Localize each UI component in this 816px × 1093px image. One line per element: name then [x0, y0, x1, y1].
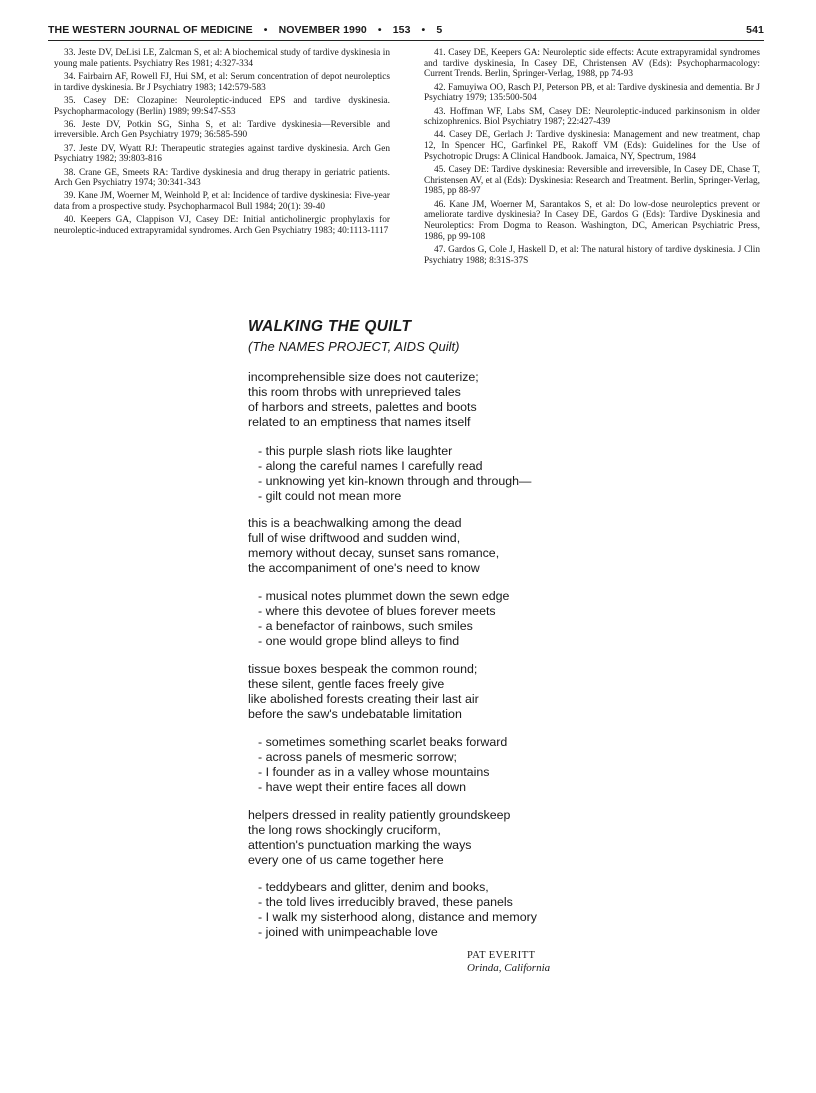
poem-stanza	[258, 444, 531, 504]
reference-item: 37. Jeste DV, Wyatt RJ: Therapeutic strategies against tardive dyskinesia. Arch Gen Psychiatry 1982; 39:803-816	[54, 143, 390, 165]
author-name: PAT EVERITT	[467, 950, 536, 961]
poem-line: before the saw's undebatable limitation	[248, 706, 462, 721]
poem-line: - the told lives irreducibly braved, these panels	[258, 894, 513, 909]
poem-line: - along the careful names I carefully read	[258, 458, 483, 473]
poem-line: these silent, gentle faces freely give	[248, 676, 445, 691]
header-journal-info	[48, 24, 450, 36]
poem-stanza	[258, 880, 537, 940]
issue-number: 5	[436, 24, 443, 36]
reference-item: 34. Fairbairn AF, Rowell FJ, Hui SM, et al: Serum concentration of depot neuroleptics in tardive dyskinesia. Br J Psychiatry 1983; 142:579-583	[54, 71, 390, 93]
poem-stanza	[258, 589, 509, 649]
reference-item: 47. Gardos G, Cole J, Haskell D, et al: The natural history of tardive dyskinesia. J Clin Psychiatry 1988; 8:31S-37S	[424, 244, 760, 266]
poem-line: like abolished forests creating their last air	[248, 691, 479, 706]
header-separator: •	[263, 24, 268, 36]
reference-item: 39. Kane JM, Woerner M, Weinhold P, et al: Incidence of tardive dyskinesia: Five-year data from a prospective study. Psychopharmacol Bull 1984; 20(1): 39-40	[54, 191, 390, 213]
references-left-column	[54, 48, 390, 239]
references-right-column	[424, 48, 760, 269]
reference-item: 35. Casey DE: Clozapine: Neuroleptic-induced EPS and tardive dyskinesia. Psychopharmacology (Berlin) 1989; 99:S47-S53	[54, 95, 390, 117]
poem-stanza	[248, 662, 479, 722]
poem-title: WALKING THE QUILT	[248, 318, 412, 335]
poem-line: every one of us came together here	[248, 852, 444, 867]
reference-item: 46. Kane JM, Woerner M, Sarantakos S, et al: Do low-dose neuroleptics prevent or ameliorate tardive dyskinesia? In Casey DE, Gardos G (Eds): Tardive Dyskinesia and Neuroleptics: From Dogma to Reason. Washington, DC, American Psychiatric Press, 1986, pp 99-108	[424, 199, 760, 242]
poem-line: - joined with unimpeachable love	[258, 924, 438, 939]
poem-line: incomprehensible size does not cauterize;	[248, 370, 479, 384]
poem-line: - a benefactor of rainbows, such smiles	[258, 618, 473, 633]
reference-item: 38. Crane GE, Smeets RA: Tardive dyskinesia and drug therapy in geriatric patients. Arch Gen Psychiatry 1974; 30:341-343	[54, 167, 390, 189]
issue-date: NOVEMBER 1990	[278, 24, 367, 36]
header-separator: •	[421, 24, 426, 36]
poem-line: - across panels of mesmeric sorrow;	[258, 749, 457, 764]
poem-line: - musical notes plummet down the sewn edge	[258, 589, 510, 603]
poem-line: of harbors and streets, palettes and boots	[248, 399, 477, 414]
reference-item: 33. Jeste DV, DeLisi LE, Zalcman S, et al: A biochemical study of tardive dyskinesia in young male patients. Psychiatry Res 1981; 4:327-334	[54, 48, 390, 69]
header-rule	[48, 40, 764, 41]
poem-line: this room throbs with unreprieved tales	[248, 384, 461, 399]
author-location: Orinda, California	[467, 962, 551, 974]
poem-line: full of wise driftwood and sudden wind,	[248, 530, 461, 545]
reference-item: 45. Casey DE: Tardive dyskinesia: Reversible and irreversible, In Casey DE, Chase T, Christensen AV, et al (Eds): Dyskinesia: Research and Treatment. Berlin, Springer-Verlag, 1985, pp 88-97	[424, 165, 760, 197]
volume-number: 153	[392, 24, 411, 36]
poem-line: related to an emptiness that names itself	[248, 414, 471, 429]
poem-line: helpers dressed in reality patiently groundskeep	[248, 808, 511, 822]
poem-line: this is a beachwalking among the dead	[248, 516, 462, 530]
poem-stanza	[248, 808, 510, 868]
poem-line: memory without decay, sunset sans romance,	[248, 545, 500, 560]
poem-signature	[467, 950, 550, 974]
header-separator: •	[377, 24, 382, 36]
reference-item: 44. Casey DE, Gerlach J: Tardive dyskinesia: Management and new treatment, chap 12, In Spencer HC, Garfinkel PE, Rakoff VM (Eds): Guidelines for the Use of Psychotropic Drugs: A Clinical Handbook. Jamaica, NY, Spectrum, 1984	[424, 130, 760, 162]
page-number: 541	[746, 24, 764, 36]
reference-item: 40. Keepers GA, Clappison VJ, Casey DE: Initial anticholinergic prophylaxis for neuroleptic-induced extrapyramidal syndromes. Arch Gen Psychiatry 1983; 40:1113-1117	[54, 215, 390, 237]
poem-line: the accompaniment of one's need to know	[248, 560, 480, 575]
poem-line: attention's punctuation marking the ways	[248, 837, 472, 852]
poem-line: - have wept their entire faces all down	[258, 779, 466, 794]
running-header	[48, 22, 764, 42]
poem-line: - I founder as in a valley whose mountains	[258, 764, 490, 779]
reference-item: 41. Casey DE, Keepers GA: Neuroleptic side effects: Acute extrapyramidal syndromes and tardive dyskinesia, In Casey DE, Christensen AV (Eds): Psychopharmacology: Current Trends. Berlin, Springer-Verlag, 1988, pp 74-93	[424, 48, 760, 80]
poem-line: - where this devotee of blues forever meets	[258, 603, 496, 618]
poem-line: - this purple slash riots like laughter	[258, 444, 453, 458]
poem-stanza	[248, 370, 479, 430]
poem-line: - sometimes something scarlet beaks forward	[258, 735, 508, 749]
poem-line: - gilt could not mean more	[258, 488, 402, 503]
poem-stanza	[258, 735, 507, 795]
poem-line: the long rows shockingly cruciform,	[248, 822, 441, 837]
poem-line: - unknowing yet kin-known through and through—	[258, 473, 532, 488]
poem-line: - I walk my sisterhood along, distance and memory	[258, 909, 537, 924]
journal-title: THE WESTERN JOURNAL OF MEDICINE	[48, 24, 253, 36]
poem-heading	[248, 318, 728, 354]
reference-item: 42. Famuyiwa OO, Rasch PJ, Peterson PB, et al: Tardive dyskinesia and dementia. Br J Psychiatry 1979; 135:500-504	[424, 82, 760, 104]
poem-line: - one would grope blind alleys to find	[258, 633, 460, 648]
reference-item: 43. Hoffman WF, Labs SM, Casey DE: Neuroleptic-induced parkinsonism in older schizophrenics. Biol Psychiatry 1987; 22:427-439	[424, 106, 760, 128]
poem-stanza	[248, 516, 499, 576]
poem-line: tissue boxes bespeak the common round;	[248, 662, 478, 676]
reference-item: 36. Jeste DV, Potkin SG, Sinha S, et al: Tardive dyskinesia—Reversible and irreversible. Arch Gen Psychiatry 1979; 36:585-590	[54, 119, 390, 141]
poem-line: - teddybears and glitter, denim and books,	[258, 880, 489, 894]
poem-subtitle: (The NAMES PROJECT, AIDS Quilt)	[248, 339, 460, 354]
